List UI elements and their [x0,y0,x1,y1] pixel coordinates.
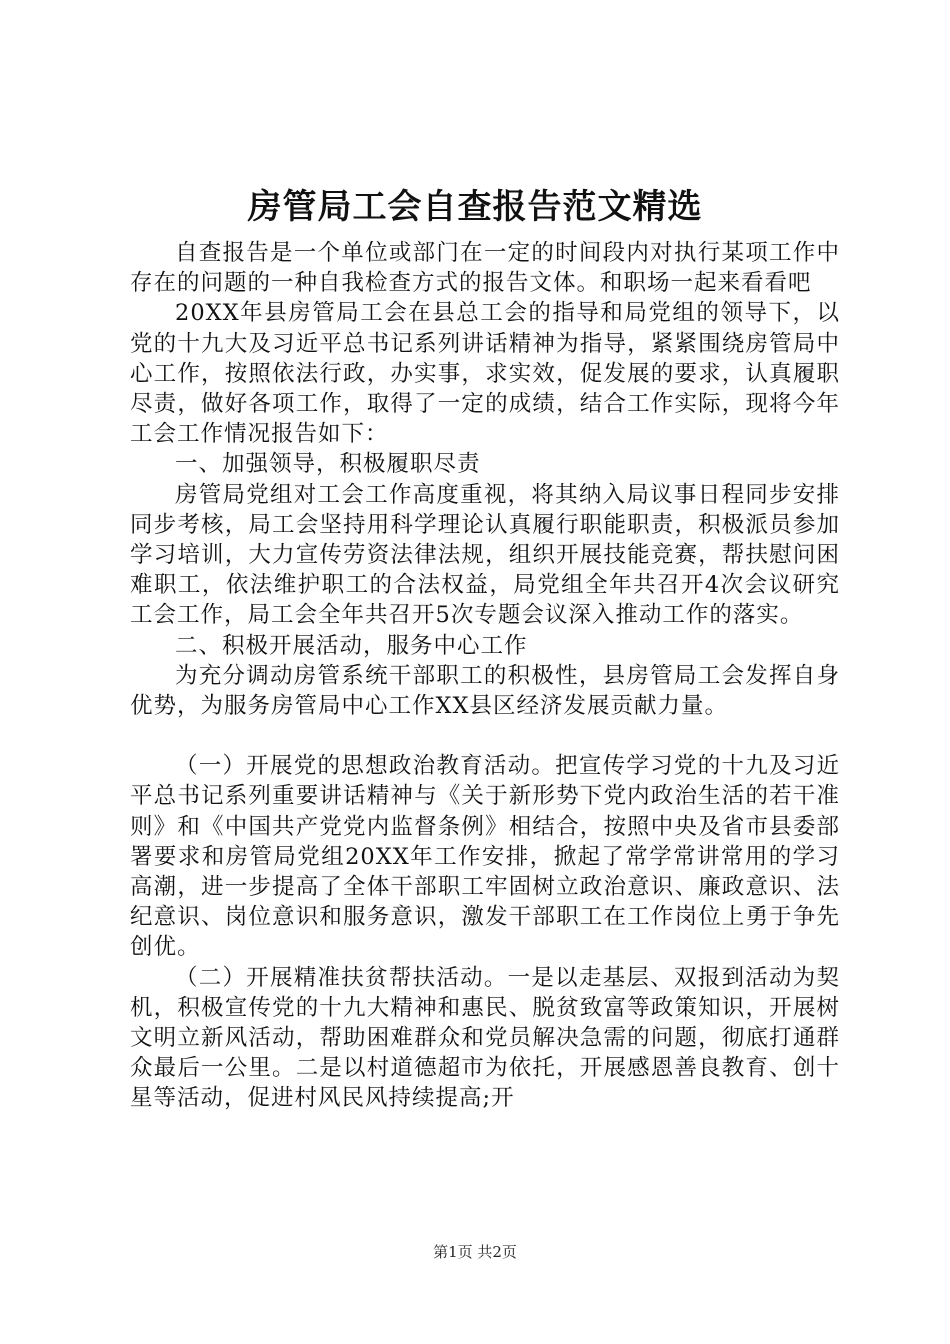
document-title: 房管局工会自查报告范文精选 [247,187,703,227]
section-heading-1: 一、加强领导，积极履职尽责 [175,451,481,478]
section-heading-2: 二、积极开展活动，服务中心工作 [175,632,528,659]
paragraph-item-1: （一）开展党的思想政治教育活动。把宣传学习党的十九及习近平总书记系列重要讲话精神与《关于新形势下党内政治生活的若干准则》和《中国共产党党内监督条例》相结合，按照中央及省市县委部署要求和房管局党组20XX年工作安排，掀起了常学常讲常用的学习高潮，进一步提高了全体干部职工牢固树立政治意识、廉政意识、法纪意识、岗位意识和服务意识，激发干部职工在工作岗位上勇于争先创优。 [130,753,840,961]
paragraph-overview: 20XX年县房管局工会在县总工会的指导和局党组的领导下，以党的十九大及习近平总书记系列讲话精神为指导，紧紧围绕房管局中心工作，按照依法行政，办实事，求实效，促发展的要求，认真履职尽责，做好各项工作，取得了一定的成绩，结合工作实际，现将今年工会工作情况报告如下： [130,300,840,448]
paragraph-section-2: 为充分调动房管系统干部职工的积极性，县房管局工会发挥自身优势，为服务房管局中心工作XX县区经济发展贡献力量。 [130,662,840,720]
page-number-footer: 第1页 共2页 [433,1243,517,1261]
paragraph-item-2: （二）开展精准扶贫帮扶活动。一是以走基层、双报到活动为契机，积极宣传党的十九大精神和惠民、脱贫致富等政策知识，开展树文明立新风活动，帮助困难群众和党员解决急需的问题，彻底打通群众最后一公里。二是以村道德超市为依托，开展感恩善良教育、创十星等活动，促进村风民风持续提高;开 [130,964,840,1112]
document-body [130,238,840,1114]
paragraph-intro: 自查报告是一个单位或部门在一定的时间段内对执行某项工作中存在的问题的一种自我检查方式的报告文体。和职场一起来看看吧 [130,240,840,297]
paragraph-section-1: 房管局党组对工会工作高度重视，将其纳入局议事日程同步安排同步考核，局工会坚持用科学理论认真履行职能职责，积极派员参加学习培训，大力宣传劳资法律法规，组织开展技能竞赛，帮扶慰问困难职工，依法维护职工的合法权益，局党组全年共召开4次会议研究工会工作，局工会全年共召开5次专题会议深入推动工作的落实。 [130,481,840,629]
